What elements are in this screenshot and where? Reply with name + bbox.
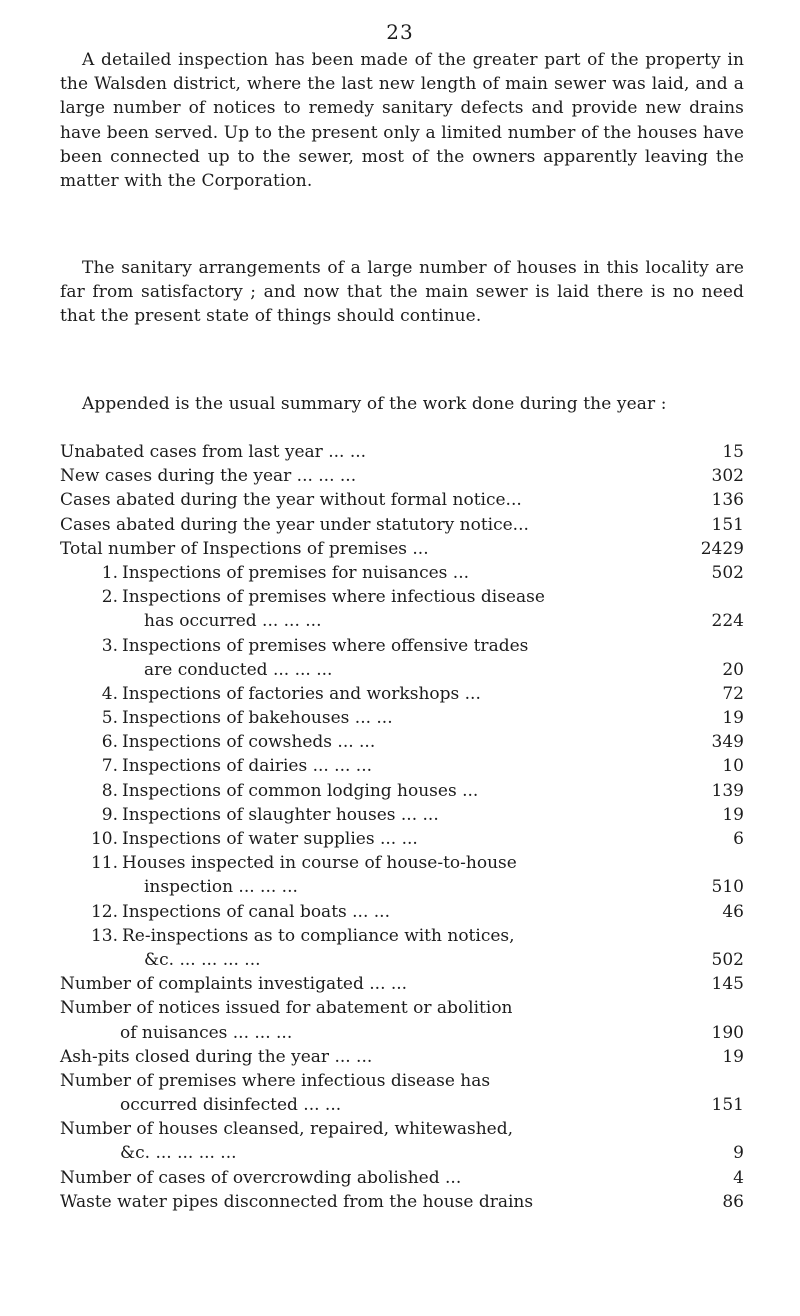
summary-row	[60, 779, 760, 803]
summary-row	[60, 585, 760, 609]
item-number: 12.	[90, 901, 118, 922]
summary-row-continuation	[60, 1093, 760, 1117]
summary-row	[60, 1069, 760, 1093]
paragraph-sanitary-arrangements: The sanitary arrangements of a large number of houses in this locality are far from satisfactory ; and now that the main sewer is laid there is no need that the present state of things should continue.	[60, 258, 744, 327]
summary-label: Cases abated during the year under statutory notice...	[60, 514, 529, 535]
summary-label: Inspections of water supplies ... ...	[122, 829, 418, 849]
item-number: 3.	[101, 635, 118, 656]
summary-row	[60, 440, 760, 464]
summary-row	[60, 803, 760, 827]
summary-row	[60, 900, 760, 924]
summary-value: 46	[722, 901, 744, 922]
summary-row	[60, 972, 760, 996]
summary-label-continuation: occurred disinfected ... ...	[120, 1095, 342, 1116]
item-number: 7.	[101, 756, 118, 777]
summary-value: 349	[711, 732, 744, 753]
summary-row	[60, 1045, 760, 1069]
summary-row	[60, 513, 760, 537]
summary-label-continuation: &c. ... ... ... ...	[144, 949, 261, 970]
summary-value: 502	[711, 949, 744, 970]
summary-value: 502	[711, 562, 744, 583]
summary-row	[60, 754, 760, 778]
summary-label: Inspections of cowsheds ... ...	[122, 732, 376, 753]
summary-value: 10	[722, 756, 744, 777]
summary-value: 139	[711, 780, 744, 801]
summary-value: 151	[711, 514, 744, 535]
summary-row	[60, 851, 760, 875]
summary-row	[60, 682, 760, 706]
item-number: 1.	[101, 562, 118, 583]
summary-label: Inspections of premises for nuisances ...	[122, 562, 470, 583]
summary-row-continuation	[60, 948, 760, 972]
summary-value: 145	[711, 974, 744, 995]
summary-label-continuation: inspection ... ... ...	[144, 877, 298, 898]
summary-label-continuation: &c. ... ... ... ...	[120, 1143, 237, 1164]
summary-value: 224	[711, 611, 744, 632]
summary-row	[60, 1166, 760, 1190]
summary-label: Inspections of factories and workshops ...	[122, 683, 481, 704]
summary-label: New cases during the year ... ... ...	[60, 466, 357, 487]
summary-label: Houses inspected in course of house-to-house	[122, 853, 517, 874]
summary-label: Cases abated during the year without formal notice...	[60, 490, 522, 511]
summary-label: Ash-pits closed during the year ... ...	[60, 1046, 373, 1067]
summary-label: Number of premises where infectious disease has	[60, 1070, 491, 1091]
summary-label: Inspections of slaughter houses ... ...	[122, 804, 439, 825]
item-number: 8.	[101, 780, 118, 801]
summary-row	[60, 996, 760, 1020]
summary-value: 15	[722, 442, 744, 462]
paragraph-walsden-inspection: A detailed inspection has been made of the greater part of the property in the Walsden district, where the last new length of main sewer was laid, and a large number of notices to remedy sanitary defects and provide new drains have been served. Up to the present only a limited number of the houses have been connected up to the sewer, most of the owners apparently leaving the matter with the Corporation.	[60, 50, 744, 192]
summary-row	[60, 488, 760, 512]
summary-value: 190	[711, 1022, 744, 1043]
item-number: 9.	[101, 804, 118, 825]
summary-label: Number of complaints investigated ... ...	[60, 974, 408, 995]
summary-row-continuation	[60, 658, 760, 682]
summary-label-continuation: of nuisances ... ... ...	[120, 1022, 293, 1043]
summary-label: Inspections of dairies ... ... ...	[122, 756, 373, 777]
item-number: 10.	[90, 829, 118, 849]
summary-value: 19	[722, 1046, 744, 1067]
summary-value: 19	[722, 708, 744, 729]
summary-row-continuation	[60, 1021, 760, 1045]
summary-value: 19	[722, 804, 744, 825]
item-number: 13.	[90, 925, 118, 946]
summary-row-continuation	[60, 1141, 760, 1165]
summary-value: 151	[711, 1095, 744, 1116]
summary-label: Inspections of bakehouses ... ...	[122, 708, 393, 729]
summary-row	[60, 464, 760, 488]
summary-label: Number of notices issued for abatement or abolition	[60, 998, 513, 1019]
summary-row	[60, 1190, 760, 1214]
summary-label: Total number of Inspections of premises ...	[60, 538, 429, 559]
summary-row	[60, 730, 760, 754]
summary-label: Number of cases of overcrowding abolished ...	[60, 1167, 462, 1188]
summary-value: 136	[711, 490, 744, 511]
summary-row	[60, 561, 760, 585]
summary-row	[60, 827, 760, 851]
summary-label-continuation: are conducted ... ... ...	[144, 659, 333, 680]
summary-row	[60, 924, 760, 948]
item-number: 4.	[101, 683, 118, 704]
summary-label: Re-inspections as to compliance with notices,	[122, 925, 515, 946]
summary-row	[60, 634, 760, 658]
summary-value: 72	[722, 683, 744, 704]
summary-label: Unabated cases from last year ... ...	[60, 442, 367, 462]
page-number: 23	[386, 20, 414, 44]
summary-value: 86	[722, 1191, 744, 1212]
summary-value: 302	[711, 466, 744, 487]
item-number: 11.	[90, 853, 118, 874]
item-number: 2.	[101, 587, 118, 608]
summary-row	[60, 706, 760, 730]
item-number: 6.	[101, 732, 118, 753]
summary-row	[60, 537, 760, 561]
summary-label: Number of houses cleansed, repaired, whitewashed,	[60, 1119, 514, 1140]
summary-label: Inspections of premises where offensive trades	[122, 635, 529, 656]
summary-label: Inspections of common lodging houses ...	[122, 780, 479, 801]
summary-row-continuation	[60, 875, 760, 899]
summary-value: 510	[711, 877, 744, 898]
item-number: 5.	[101, 708, 118, 729]
summary-label: Inspections of canal boats ... ...	[122, 901, 390, 922]
summary-value: 2429	[700, 538, 744, 559]
summary-value: 9	[733, 1143, 744, 1164]
summary-label: Inspections of premises where infectious disease	[122, 587, 545, 608]
summary-table	[60, 440, 760, 1214]
summary-value: 6	[733, 829, 744, 849]
summary-row	[60, 1117, 760, 1141]
summary-label-continuation: has occurred ... ... ...	[144, 611, 322, 632]
summary-value: 4	[733, 1167, 744, 1188]
paragraph-summary-intro: Appended is the usual summary of the work done during the year :	[82, 394, 667, 414]
summary-value: 20	[722, 659, 744, 680]
summary-label: Waste water pipes disconnected from the house drains	[60, 1191, 534, 1212]
summary-row-continuation	[60, 609, 760, 633]
